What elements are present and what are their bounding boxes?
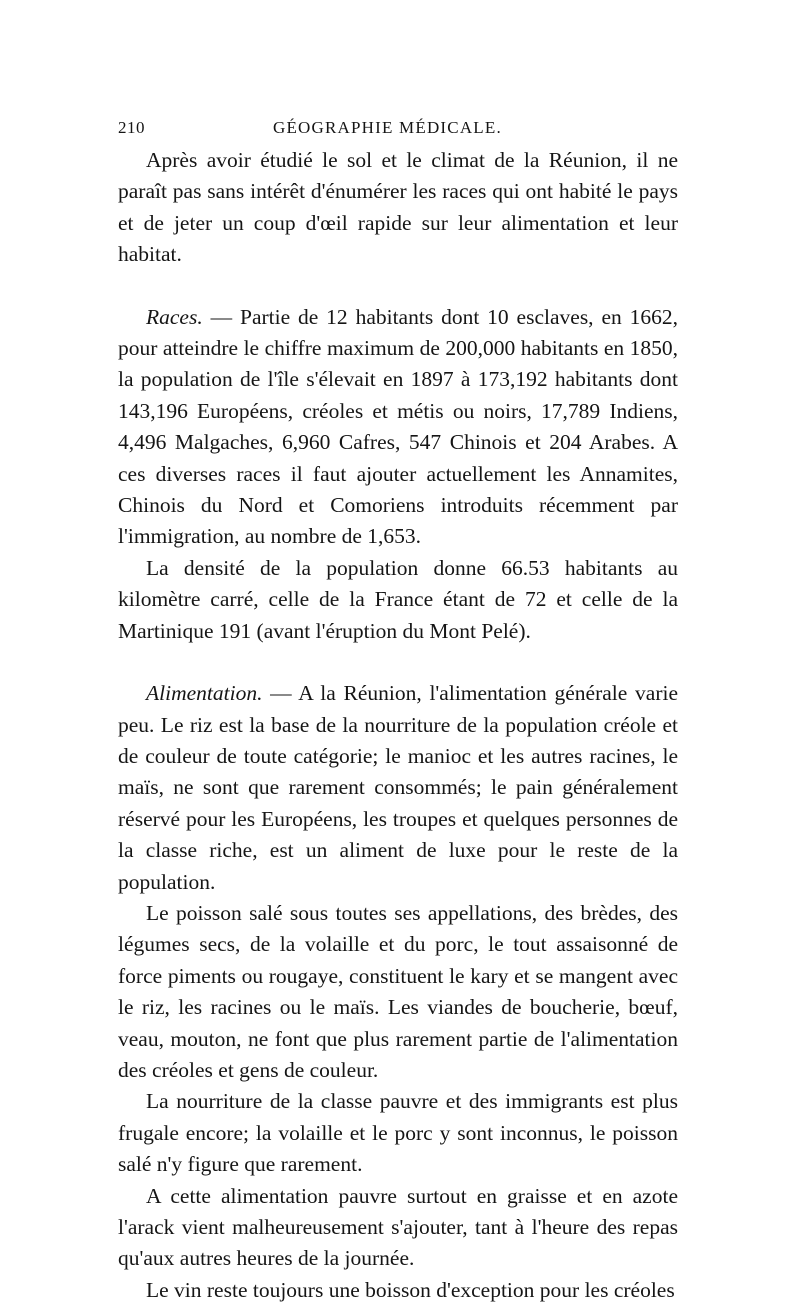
paragraph-alimentation xyxy=(118,678,678,898)
section-lead-races: Races. xyxy=(146,304,203,329)
section-lead-alimentation: Alimentation. xyxy=(146,681,263,706)
paragraph-text: La densité de la population donne 66.53 habitants au kilomètre carré, celle de la France étant de 72 et celle de la Martinique 191 (avant l'éruption du Mont Pelé). xyxy=(118,555,678,643)
paragraph-text: Le vin reste toujours une boisson d'exception pour les créoles xyxy=(146,1277,675,1302)
paragraph-intro xyxy=(118,145,678,271)
paragraph-text: A cette alimentation pauvre surtout en graisse et en azote l'arack vient malheureusement s'ajouter, tant à l'heure des repas qu'aux autres heures de la journée. xyxy=(118,1183,678,1271)
paragraph-text: — Partie de 12 habitants dont 10 esclaves, en 1662, pour atteindre le chiffre maximum de 200,000 habitants en 1850, la population de l'île s'élevait en 1897 à 173,192 habitants dont 143,196 Européens, créoles et métis ou noirs, 17,789 Indiens, 4,496 Malgaches, 6,960 Cafres, 547 Chinois et 204 Arabes. A ces diverses races il faut ajouter actuellement les Annamites, Chinois du Nord et Comoriens introduits récemment par l'immigration, au nombre de 1,653. xyxy=(118,304,678,549)
paragraph-density xyxy=(118,553,678,647)
running-title: GÉOGRAPHIE MÉDICALE. xyxy=(273,118,502,137)
page-header xyxy=(118,118,678,142)
paragraph-races xyxy=(118,302,678,553)
paragraph-nourriture xyxy=(118,1086,678,1180)
paragraph-arack xyxy=(118,1181,678,1275)
body-text xyxy=(118,145,678,1306)
paragraph-text: Après avoir étudié le sol et le climat de la Réunion, il ne paraît pas sans intérêt d'énumérer les races qui ont habité le pays et de jeter un coup d'œil rapide sur leur alimentation et leur habitat. xyxy=(118,148,678,267)
paragraph-poisson xyxy=(118,898,678,1086)
paragraph-vin xyxy=(118,1275,678,1306)
paragraph-text: — A la Réunion, l'alimentation générale varie peu. Le riz est la base de la nourriture de la population créole et de couleur de toute catégorie; le manioc et les autres racines, le maïs, ne sont que rarement consommés; le pain généralement réservé pour les Européens, les troupes et quelques personnes de la classe riche, est un aliment de luxe pour le reste de la population. xyxy=(118,681,678,894)
paragraph-text: Le poisson salé sous toutes ses appellations, des brèdes, des légumes secs, de la volaille et du porc, le tout assaisonné de force piments ou rougaye, constituent le kary et se mangent avec le riz, les racines ou le maïs. Les viandes de boucherie, bœuf, veau, mouton, ne font que plus rarement partie de l'alimentation des créoles et gens de couleur. xyxy=(118,900,678,1082)
page-number: 210 xyxy=(118,118,145,137)
paragraph-text: La nourriture de la classe pauvre et des immigrants est plus frugale encore; la volaille et le porc y sont inconnus, le poisson salé n'y figure que rarement. xyxy=(118,1089,678,1177)
